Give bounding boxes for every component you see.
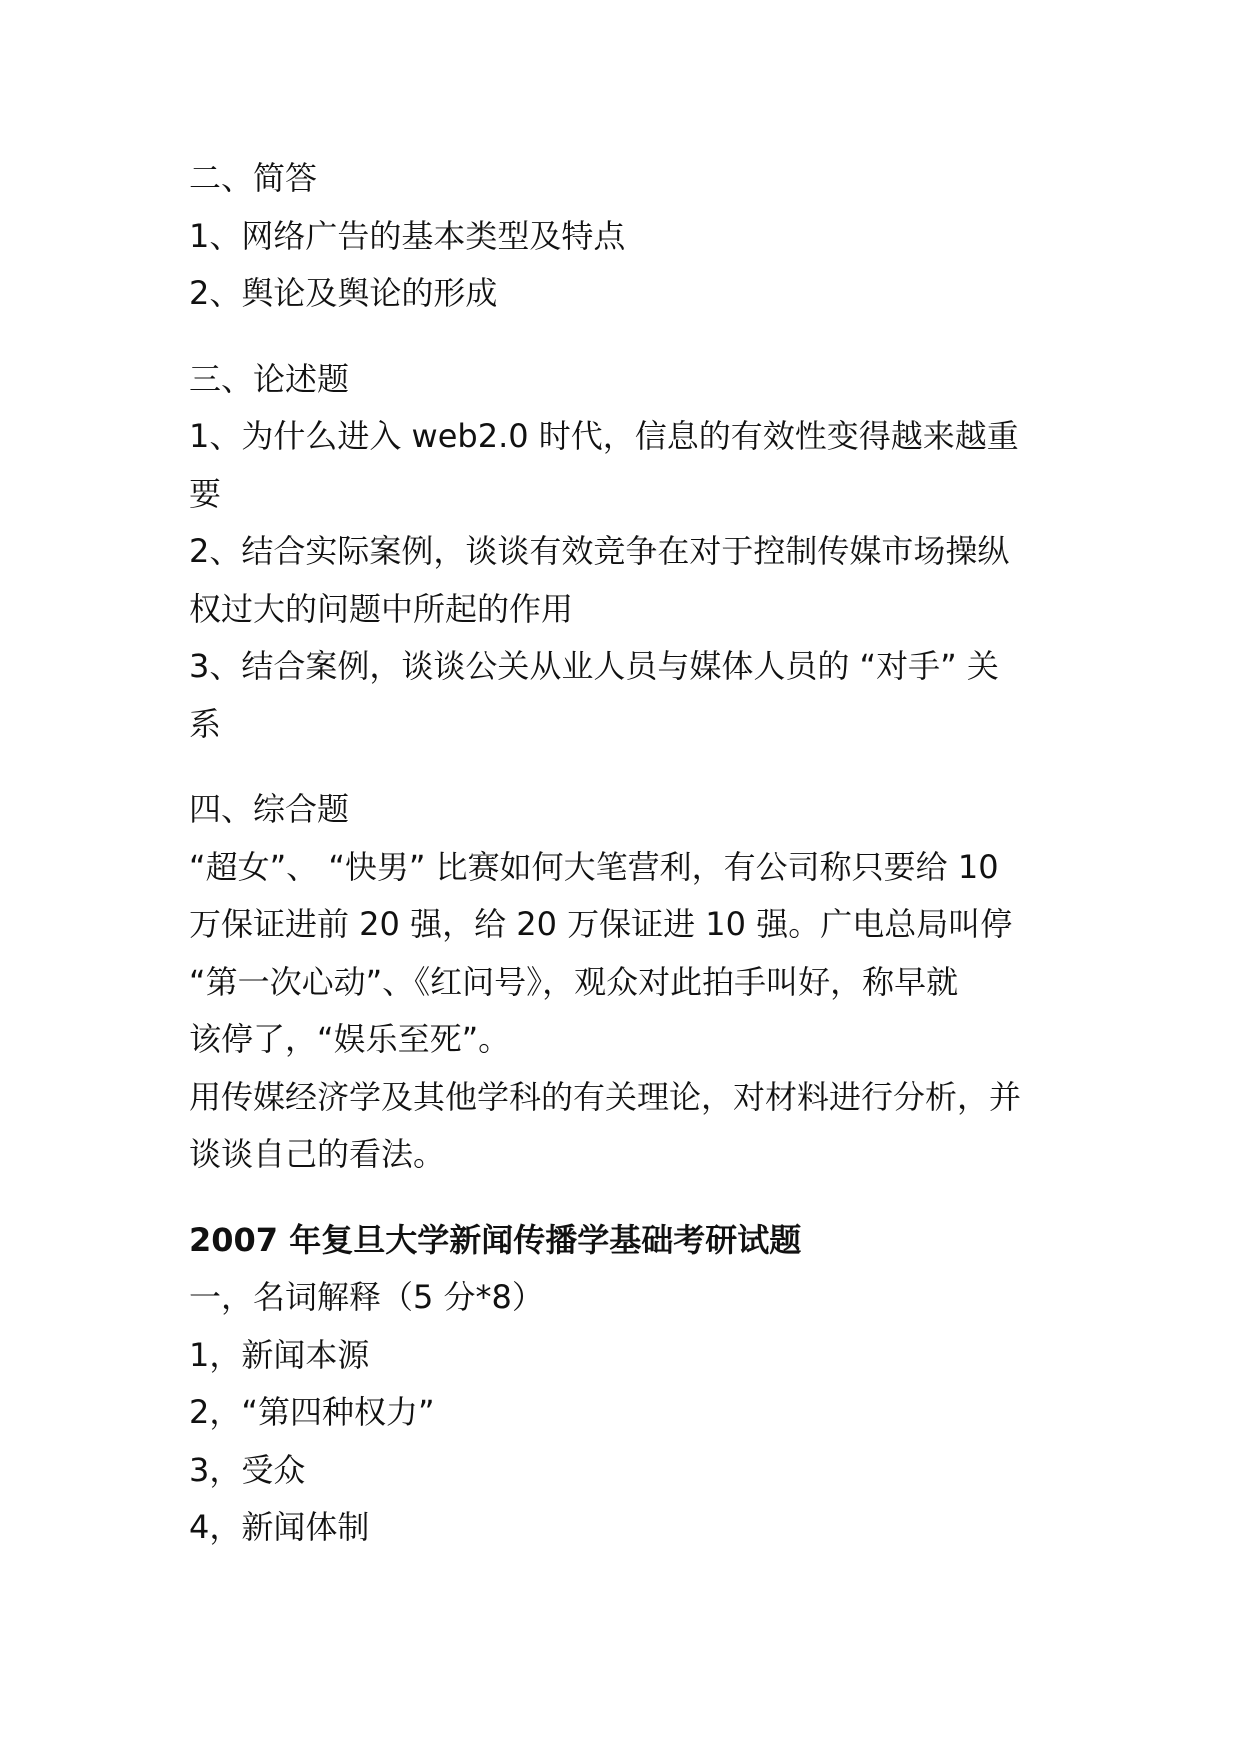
document-page: [189, 150, 1064, 1557]
short-answer-item-2: 2、舆论及舆论的形成: [189, 274, 498, 312]
term-item-4: 4，新闻体制: [189, 1508, 370, 1546]
short-answer-item-1: 1、网络广告的基本类型及特点: [189, 216, 626, 255]
material-line-1: “超女”、 “快男” 比赛如何大笔营利，有公司称只要给 10: [189, 847, 999, 886]
section-heading-essay: 三、论述题: [189, 359, 350, 398]
term-item-2: 2，“第四种权力”: [189, 1393, 435, 1431]
question-line-2: 谈谈自己的看法。: [189, 1135, 446, 1173]
material-line-4: 该停了，“娱乐至死”。: [189, 1020, 511, 1058]
spacer: [189, 323, 1064, 351]
essay-item-1-line-2: 要: [189, 474, 222, 513]
question-line-1: 用传媒经济学及其他学科的有关理论，对材料进行分析，并: [189, 1077, 1022, 1116]
exam-title: 2007 年复旦大学新闻传播学基础考研试题: [189, 1220, 802, 1259]
material-line-3: “第一次心动”、《红问号》，观众对此拍手叫好，称早就: [189, 962, 959, 1001]
term-item-3: 3，受众: [189, 1450, 306, 1489]
term-item-1: 1，新闻本源: [189, 1335, 370, 1374]
section-heading-short-answer: 二、简答: [189, 159, 318, 197]
essay-item-3-line-1: 3、结合案例，谈谈公关从业人员与媒体人员的 “对手” 关: [189, 647, 999, 685]
section-heading-comprehensive: 四、综合题: [189, 790, 350, 828]
spacer: [189, 753, 1064, 781]
spacer: [189, 1184, 1064, 1212]
essay-item-2-line-1: 2、结合实际案例，谈谈有效竞争在对于控制传媒市场操纵: [189, 532, 1010, 570]
essay-item-1-line-1: 1、为什么进入 web2.0 时代，信息的有效性变得越来越重: [189, 417, 1019, 455]
essay-item-3-line-2: 系: [189, 704, 222, 743]
essay-item-2-line-2: 权过大的问题中所起的作用: [189, 589, 574, 628]
section-heading-terms: 一，名词解释（5 分*8）: [189, 1278, 544, 1316]
material-line-2: 万保证进前 20 强，给 20 万保证进 10 强。广电总局叫停: [189, 905, 1013, 943]
